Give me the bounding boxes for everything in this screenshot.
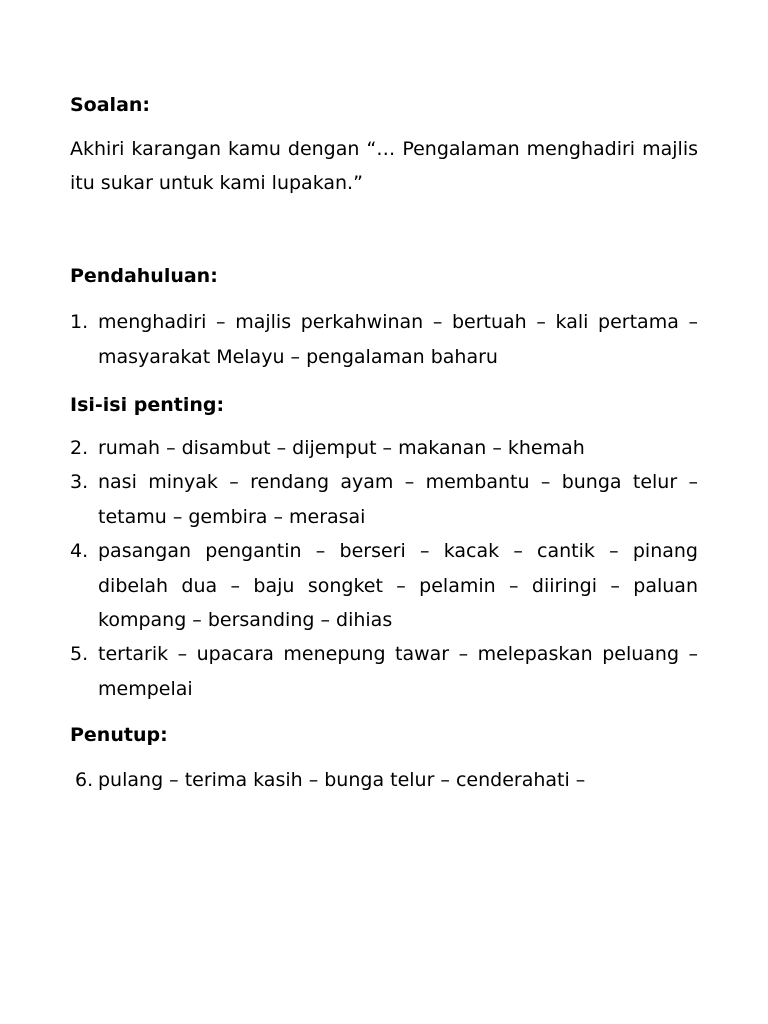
list-item-text: rumah – disambut – dijemput – makanan – khemah (98, 437, 585, 459)
list-item-text: tertarik – upacara menepung tawar – melepaskan peluang – mempelai (98, 643, 698, 700)
list-item-number: 2. (70, 437, 89, 459)
list-item-number: 1. (70, 311, 89, 333)
soalan-text: Akhiri karangan kamu dengan “… Pengalaman menghadiri majlis itu sukar untuk kami lupakan.” (70, 138, 698, 194)
list-item-6 (70, 763, 698, 798)
penutup-heading: Penutup: (70, 724, 168, 746)
list-item-4 (70, 534, 698, 638)
soalan-heading: Soalan: (70, 94, 151, 116)
list-item-3 (70, 465, 698, 534)
list-item-1 (70, 305, 698, 374)
list-item-number: 6. (75, 769, 94, 791)
list-item-text: pasangan pengantin – berseri – kacak – cantik – pinang dibelah dua – baju songket – pelamin – diiringi – paluan kompang – bersanding – dihias (98, 540, 698, 631)
isi-penting-heading: Isi-isi penting: (70, 394, 225, 416)
list-item-5 (70, 637, 698, 706)
list-item-2 (70, 431, 698, 466)
list-item-text: menghadiri – majlis perkahwinan – bertuah – kali pertama – masyarakat Melayu – pengalaman baharu (98, 311, 698, 368)
list-item-number: 5. (70, 643, 89, 665)
list-item-number: 3. (70, 471, 89, 493)
list-item-text: pulang – terima kasih – bunga telur – cenderahati – (98, 769, 586, 791)
pendahuluan-heading: Pendahuluan: (70, 265, 218, 287)
list-item-text: nasi minyak – rendang ayam – membantu – bunga telur – tetamu – gembira – merasai (98, 471, 698, 528)
list-item-number: 4. (70, 540, 89, 562)
